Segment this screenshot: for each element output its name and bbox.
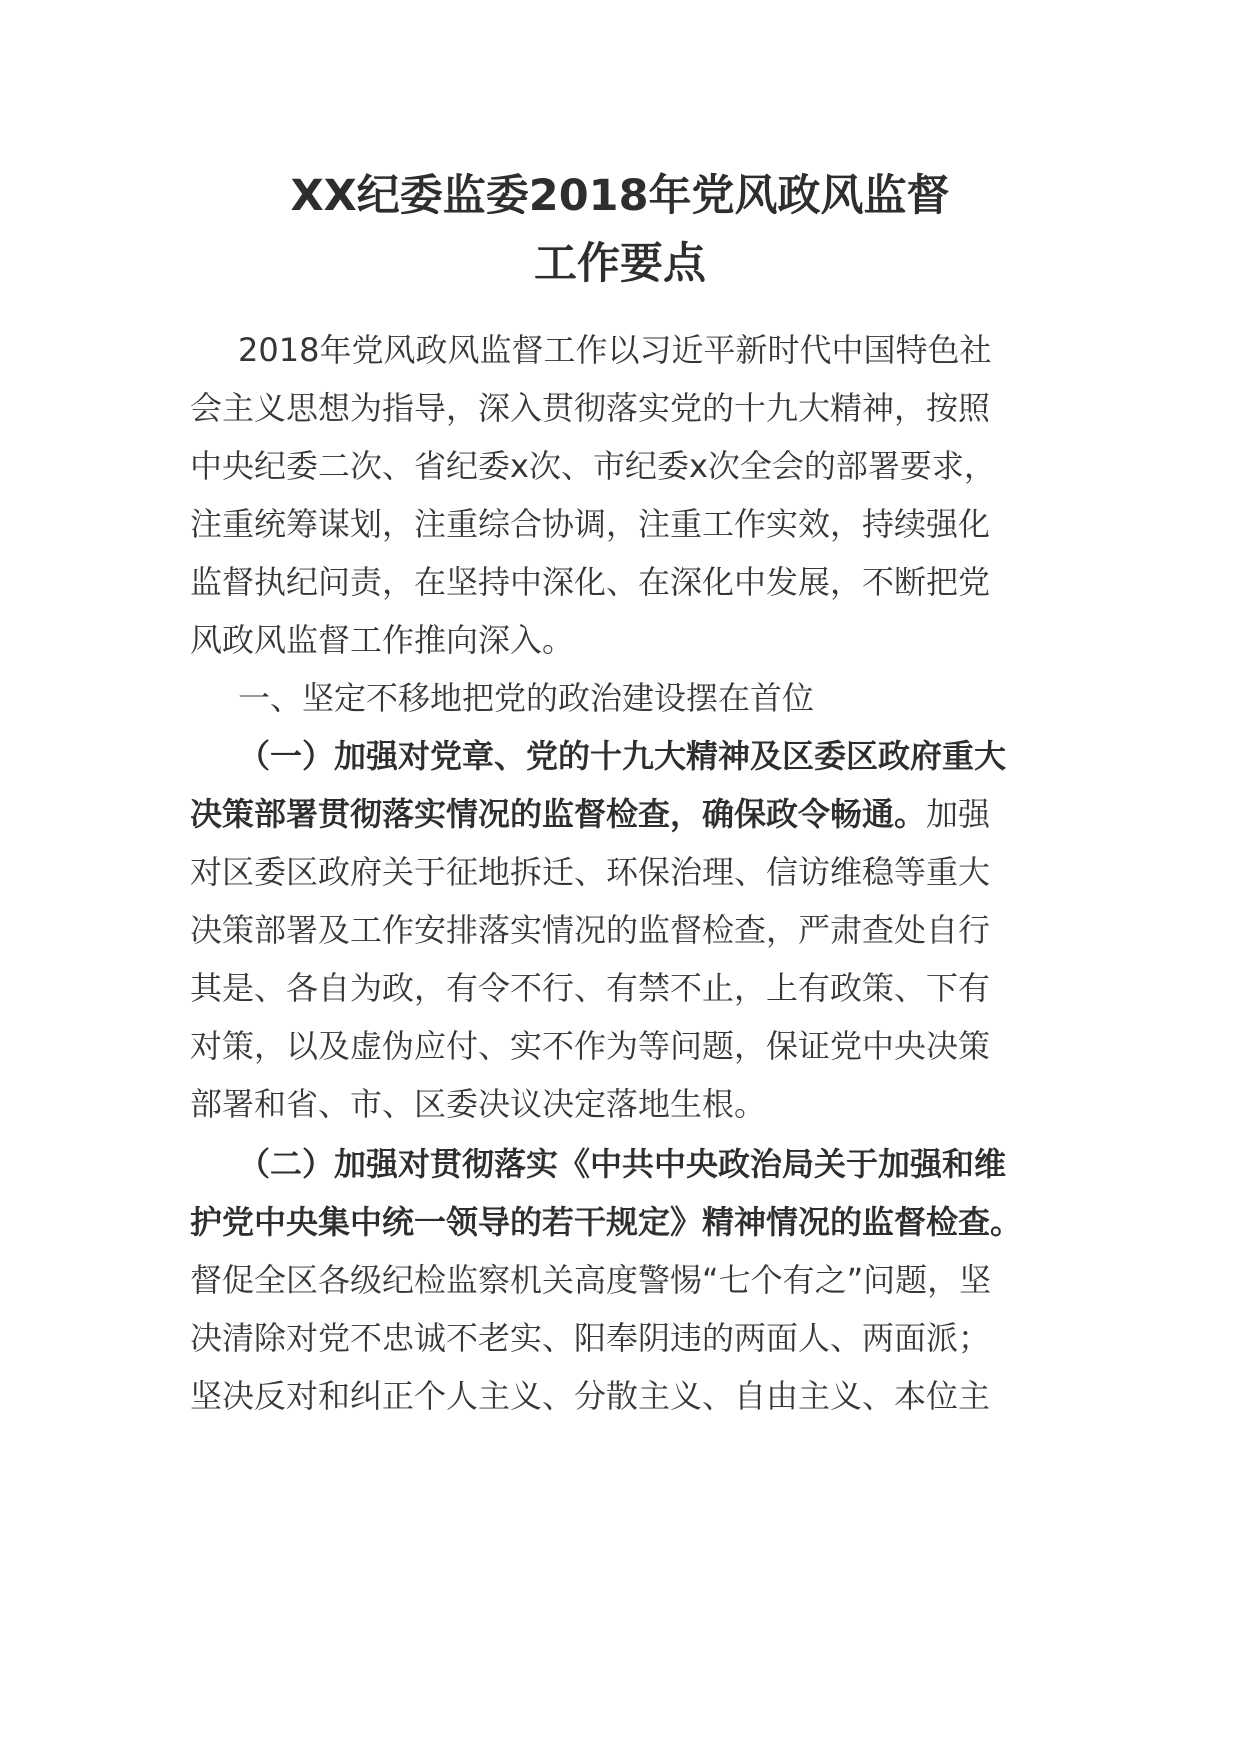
intro-paragraph-line: 2018年党风政风监督工作以习近平新时代中国特色社 — [238, 331, 992, 369]
section-1-heading: 一、坚定不移地把党的政治建设摆在首位 — [238, 679, 815, 717]
document-title-line-2: 工作要点 — [534, 239, 706, 289]
item-2-body-line: 决清除对党不忠诚不老实、阳奉阴违的两面人、两面派； — [190, 1319, 991, 1357]
item-2-heading-line-1: （二）加强对贯彻落实《中共中央政治局关于加强和维 — [238, 1145, 1007, 1183]
item-1-heading-line-1: （一）加强对党章、党的十九大精神及区委区政府重大 — [238, 737, 1007, 775]
item-1-heading-bold-text: 决策部署贯彻落实情况的监督检查，确保政令畅通。 — [190, 795, 927, 833]
item-2-body-line: 督促全区各级纪检监察机关高度警惕“七个有之”问题，坚 — [190, 1261, 992, 1299]
document-title-line-1: XX纪委监委2018年党风政风监督 — [290, 171, 950, 221]
item-1-body-start: 加强 — [926, 795, 991, 833]
item-1-heading-line-2 — [190, 782, 990, 846]
item-1-body-line: 对区委区政府关于征地拆迁、环保治理、信访维稳等重大 — [190, 853, 991, 891]
item-1-body-line: 决策部署及工作安排落实情况的监督检查，严肃查处自行 — [190, 911, 991, 949]
intro-paragraph-line: 注重统筹谋划，注重综合协调，注重工作实效，持续强化 — [190, 505, 991, 543]
intro-paragraph-line: 监督执纪问责，在坚持中深化、在深化中发展，不断把党 — [190, 563, 991, 601]
intro-paragraph-line: 中央纪委二次、省纪委x次、市纪委x次全会的部署要求， — [190, 447, 996, 485]
intro-paragraph-line: 会主义思想为指导，深入贯彻落实党的十九大精神，按照 — [190, 389, 991, 427]
item-1-body-line: 部署和省、市、区委决议决定落地生根。 — [190, 1085, 767, 1123]
item-1-body-line: 其是、各自为政，有令不行、有禁不止，上有政策、下有 — [190, 969, 991, 1007]
item-2-body-line: 坚决反对和纠正个人主义、分散主义、自由主义、本位主 — [190, 1377, 991, 1415]
item-1-body-line: 对策，以及虚伪应付、实不作为等问题，保证党中央决策 — [190, 1027, 991, 1065]
intro-paragraph-line: 风政风监督工作推向深入。 — [190, 621, 575, 659]
item-2-heading-line-2: 护党中央集中统一领导的若干规定》精神情况的监督检查。 — [190, 1203, 1023, 1241]
